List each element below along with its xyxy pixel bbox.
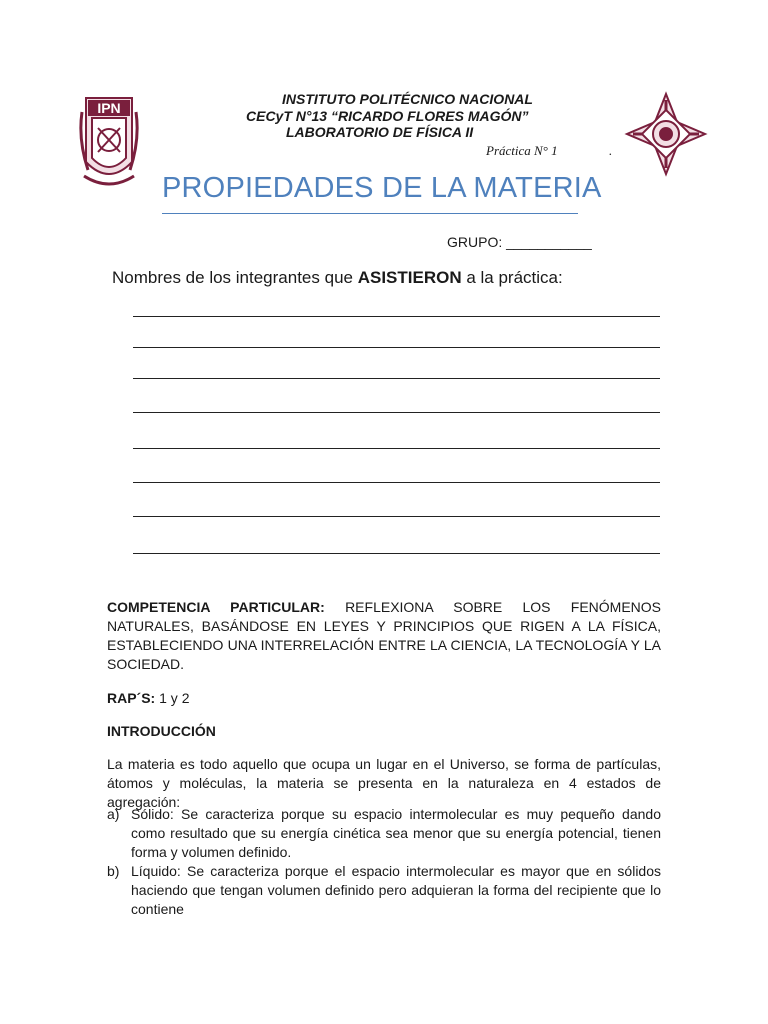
ipn-logo-text: IPN	[97, 100, 121, 116]
name-line	[133, 482, 660, 483]
raps-label: RAP´S:	[107, 690, 156, 706]
institution-name: INSTITUTO POLITÉCNICO NACIONAL	[282, 91, 533, 107]
document-title: PROPIEDADES DE LA MATERIA	[162, 172, 602, 204]
ipn-logo	[78, 92, 140, 188]
list-item-text: Sólido: Se caracteriza porque su espacio intermolecular es muy pequeño dando como resultado que su energía cinética sea menor que su energía potencial, tienen forma y volumen definido.	[131, 806, 661, 860]
members-heading-suffix: a la práctica:	[461, 268, 563, 287]
competencia-text: REFLEXIONA SOBRE LOS FENÓMENOS NATURALES, BASÁNDOSE EN LEYES Y PRINCIPIOS QUE RIGEN A LA FÍSICA, ESTABLECIENDO UNA INTERRELACIÓN ENTRE LA CIENCIA, LA TECNOLOGÍA Y LA SOCIEDAD.	[107, 599, 662, 672]
title-underline	[162, 213, 578, 214]
list-item	[107, 805, 661, 862]
introduccion-heading: INTRODUCCIÓN	[107, 723, 216, 739]
name-line	[133, 378, 660, 379]
name-line	[133, 448, 660, 449]
competencia-label: COMPETENCIA PARTICULAR:	[107, 599, 325, 615]
introduccion-paragraph: La materia es todo aquello que ocupa un lugar en el Universo, se forma de partículas, átomos y moléculas, la materia se presenta en la naturaleza en 4 estados de agregación:	[107, 756, 661, 810]
states-list	[107, 805, 661, 919]
members-heading-emphasis: ASISTIERON	[357, 268, 462, 287]
name-line	[133, 553, 660, 554]
name-line	[133, 516, 660, 517]
list-item	[107, 862, 661, 919]
raps-value: 1 y 2	[155, 690, 190, 706]
members-heading	[112, 268, 563, 288]
members-heading-prefix: Nombres de los integrantes que	[112, 268, 358, 287]
name-line	[133, 316, 660, 317]
name-line	[133, 412, 660, 413]
cecyt-emblem-logo	[625, 92, 707, 176]
competencia-paragraph	[107, 598, 661, 674]
list-item-text: Líquido: Se caracteriza porque el espacio intermolecular es mayor que en sólidos haciendo que tengan volumen definido pero adquieran la forma del recipiente que lo contiene	[131, 863, 661, 917]
name-line	[133, 347, 660, 348]
practice-dot: .	[609, 143, 613, 158]
raps-line	[107, 689, 661, 708]
group-field: GRUPO: ___________	[447, 234, 592, 250]
school-name: CECyT N°13 “RICARDO FLORES MAGÓN”	[246, 108, 529, 124]
list-item-label: b)	[107, 863, 120, 879]
practice-number: Práctica N° 1	[486, 143, 558, 158]
laboratory-name: LABORATORIO DE FÍSICA II	[286, 124, 474, 140]
list-item-label: a)	[107, 806, 120, 822]
